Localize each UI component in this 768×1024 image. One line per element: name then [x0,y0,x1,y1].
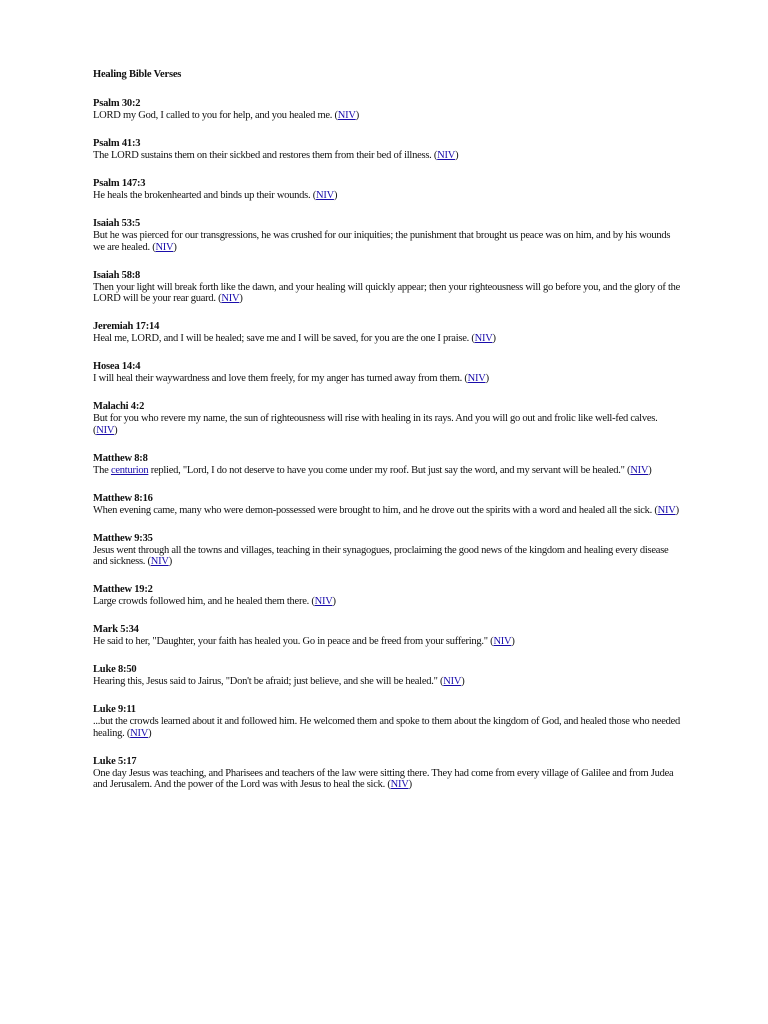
closing-paren: ) [511,636,515,647]
niv-link[interactable]: NIV [437,150,456,161]
niv-link[interactable]: NIV [493,636,512,647]
verse-entry [93,624,683,648]
niv-link[interactable]: NIV [96,424,115,436]
verse-text-body: Large crowds followed him, and he healed them there. ( [93,596,315,607]
verse-text-body: The [93,464,111,476]
verse-entry [93,138,683,162]
verse-list [93,98,683,791]
verse-entry [93,361,683,385]
verse-text-body: Heal me, LORD, and I will be healed; save me and I will be saved, for you are the one I praise. ( [93,333,475,344]
verse-reference: Matthew 8:16 [93,492,153,504]
closing-paren: ) [461,676,465,687]
verse-reference: Matthew 9:35 [93,532,153,544]
closing-paren: ) [485,373,489,384]
verse-entry [93,704,683,739]
verse-text [93,505,683,517]
closing-paren: ) [408,779,412,790]
verse-text-body: Jesus went through all the towns and villages, teaching in their synagogues, proclaiming the good news of the kingdom and healing every disease and sickness. ( [93,544,669,567]
verse-text [93,716,683,739]
verse-text-body: But he was pierced for our transgressions, he was crushed for our iniquities; the punishment that brought us peace was on him, and by his wounds we are healed. ( [93,230,671,253]
niv-link[interactable]: NIV [155,241,174,253]
closing-paren: ) [168,556,172,567]
niv-link[interactable]: NIV [390,779,409,790]
closing-paren: ) [455,150,459,161]
verse-entry [93,453,683,477]
closing-paren: ) [492,333,496,344]
verse-entry [93,584,683,608]
verse-entry [93,98,683,122]
verse-text [93,150,683,162]
verse-reference: Malachi 4:2 [93,401,145,412]
closing-paren: ) [173,241,177,253]
verse-entry [93,493,683,517]
verse-text [93,768,683,791]
verse-reference: Isaiah 58:8 [93,269,141,281]
closing-paren: ) [355,110,359,121]
verse-reference: Luke 9:11 [93,704,136,715]
verse-entry [93,178,683,202]
verse-entry [93,321,683,345]
verse-text [93,676,683,688]
verse-text [93,596,683,608]
verse-reference: Matthew 8:8 [93,452,148,464]
closing-paren: ) [148,727,152,739]
verse-text [93,373,683,385]
niv-link[interactable]: NIV [443,676,462,687]
closing-paren: ) [648,464,652,476]
verse-text-body: The LORD sustains them on their sickbed and restores them from their bed of illness. ( [93,150,438,161]
closing-paren: ) [332,596,336,607]
niv-link[interactable]: NIV [337,110,356,121]
verse-entry [93,756,683,791]
niv-link[interactable]: NIV [467,373,486,384]
verse-reference: Jeremiah 17:14 [93,321,160,332]
niv-link[interactable]: NIV [630,464,649,476]
niv-link[interactable]: NIV [221,293,240,304]
verse-text [93,282,683,305]
niv-link[interactable]: NIV [316,190,334,201]
verse-text-body: ...but the crowds learned about it and followed him. He welcomed them and spoke to them about the kingdom of God, and healed those who needed healing. ( [93,716,681,739]
verse-text [93,413,683,436]
niv-link[interactable]: NIV [657,504,676,516]
verse-reference: Psalm 30:2 [93,98,141,109]
document-page [93,68,683,807]
verse-entry [93,218,683,253]
document-title: Healing Bible Verses [93,69,182,80]
verse-reference: Isaiah 53:5 [93,218,141,229]
verse-reference: Luke 8:50 [93,664,137,675]
verse-text-body: He said to her, "Daughter, your faith has healed you. Go in peace and be freed from your suffering." ( [93,636,494,647]
niv-link[interactable]: NIV [314,596,333,607]
verse-entry [93,533,683,568]
closing-paren: ) [114,424,118,436]
closing-paren: ) [239,293,243,304]
verse-text-body: One day Jesus was teaching, and Pharisees and teachers of the law were sitting there. They had come from every village of Galilee and from Judea and Jerusalem. And the power of the Lord was with Jesus to heal the sick. ( [93,767,674,790]
verse-text-body: He heals the brokenhearted and binds up their wounds. ( [93,190,317,201]
verse-reference: Psalm 147:3 [93,178,146,189]
verse-text-body: I will heal their waywardness and love them freely, for my anger has turned away from them. ( [93,373,468,384]
verse-reference: Matthew 19:2 [93,584,153,595]
verse-text-body-continued: replied, "Lord, I do not deserve to have you come under my roof. But just say the word, and my servant will be healed." ( [148,464,631,476]
niv-link[interactable]: NIV [150,556,169,567]
verse-text [93,333,683,345]
verse-text-body: But for you who revere my name, the sun of righteousness will rise with healing in its rays. And you will go out and frolic like well-fed calves. ( [93,413,658,436]
verse-reference: Mark 5:34 [93,624,139,635]
verse-text [93,110,683,122]
closing-paren: ) [333,190,338,201]
verse-reference: Psalm 41:3 [93,138,141,149]
verse-text [93,190,683,202]
verse-entry [93,664,683,688]
verse-text [93,230,683,253]
verse-text [93,545,683,568]
closing-paren: ) [675,504,679,516]
niv-link[interactable]: NIV [474,333,493,344]
niv-link[interactable]: NIV [130,727,149,739]
centurion-link[interactable]: centurion [110,464,149,476]
verse-text-body: LORD my God, I called to you for help, and you healed me. ( [93,110,338,121]
verse-reference: Hosea 14:4 [93,361,141,372]
verse-entry [93,401,683,436]
verse-text-body: Then your light will break forth like the dawn, and your healing will quickly appear; then your righteousness will go before you, and the glory of the LORD will be your rear guard. ( [93,281,681,304]
verse-entry [93,270,683,305]
verse-text-body: When evening came, many who were demon-possessed were brought to him, and he drove out the spirits with a word and healed all the sick. ( [93,504,658,516]
verse-text [93,465,683,477]
verse-text [93,636,683,648]
verse-reference: Luke 5:17 [93,755,137,767]
verse-text-body: Hearing this, Jesus said to Jairus, "Don't be afraid; just believe, and she will be healed." ( [93,676,444,687]
